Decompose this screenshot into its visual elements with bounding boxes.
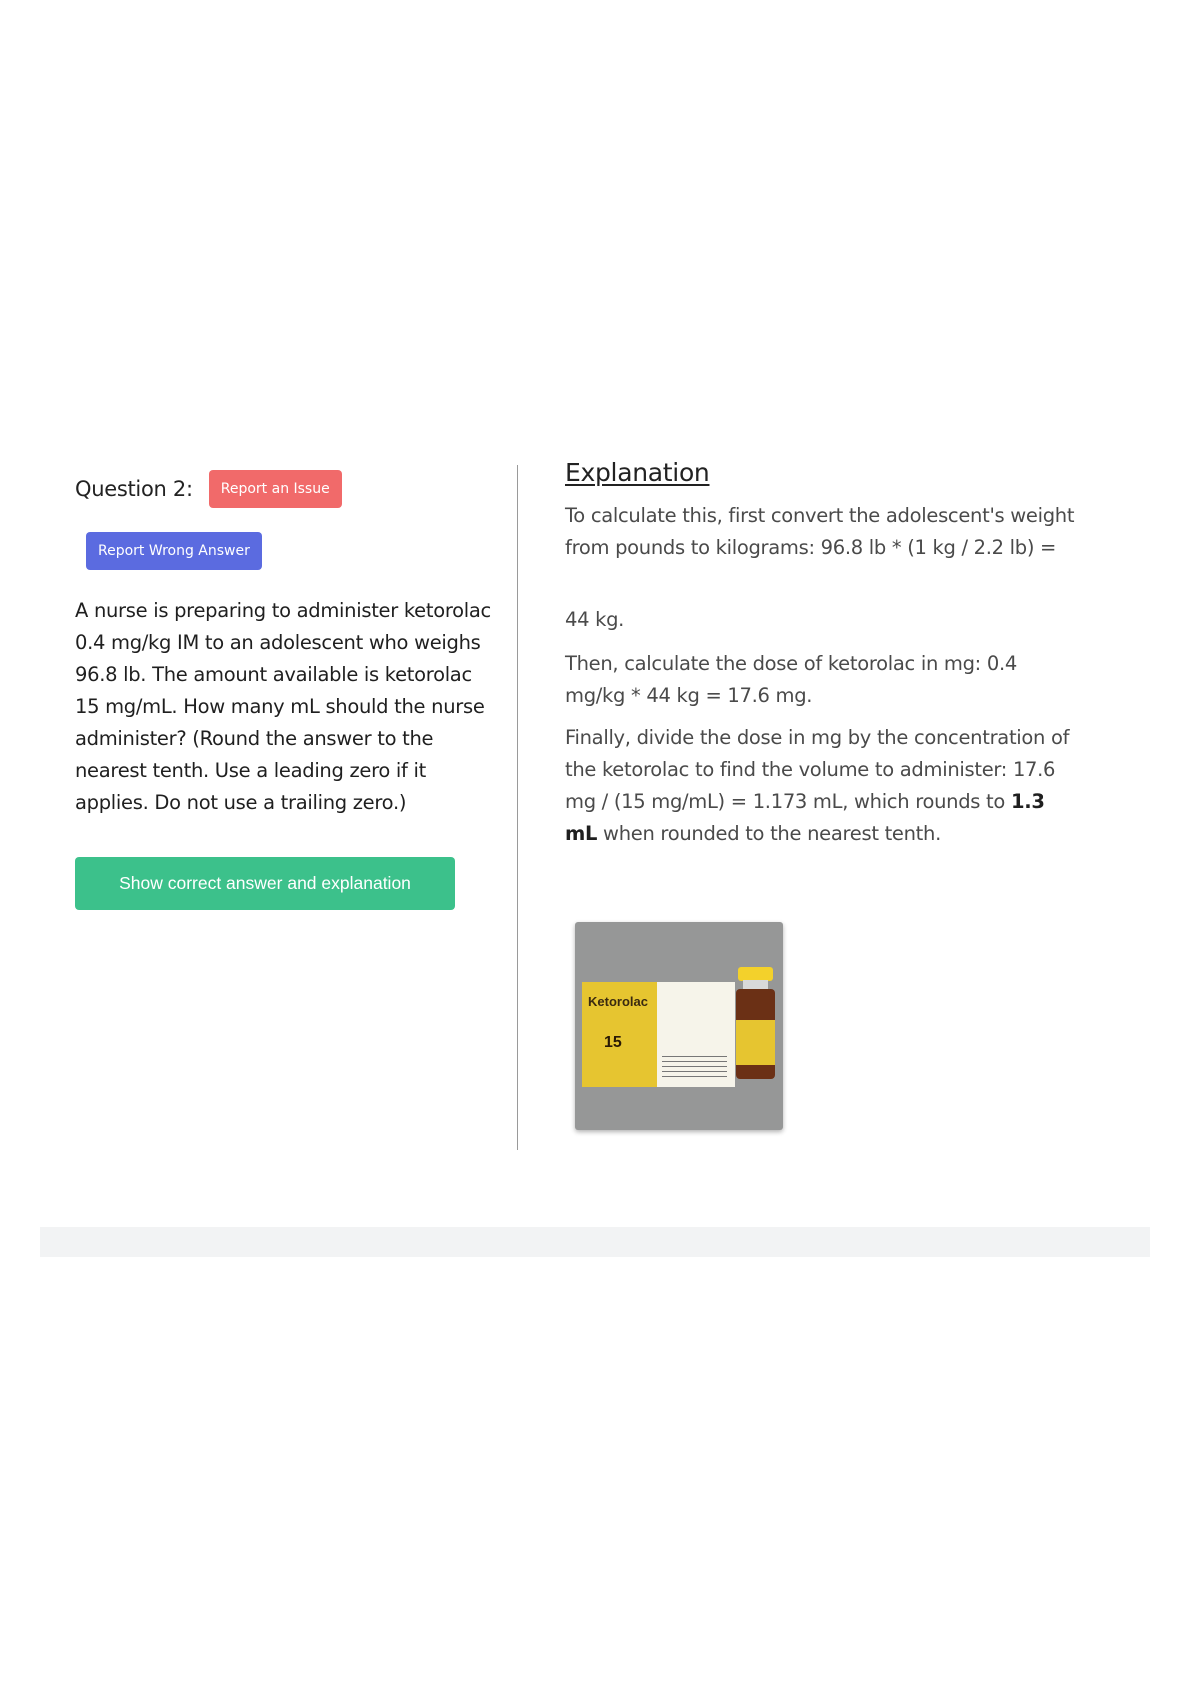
explanation-step-2: Then, calculate the dose of ketorolac in mg: 0.4 mg/kg * 44 kg = 17.6 mg.	[565, 652, 1017, 707]
vial-cap	[738, 967, 773, 981]
question-header	[75, 470, 342, 508]
column-divider	[517, 465, 518, 1150]
question-number: Question 2:	[75, 477, 193, 501]
vial-label	[736, 1020, 775, 1065]
footer-bar	[40, 1227, 1150, 1257]
show-answer-button[interactable]: Show correct answer and explanation	[75, 857, 455, 910]
explanation-step-1: To calculate this, first convert the adolescent's weight from pounds to kilograms: 96.8 lb * (1 kg / 2.2 lb) =	[565, 504, 1075, 559]
medication-box-fine-print	[662, 1052, 727, 1080]
report-issue-button[interactable]: Report an Issue	[209, 470, 342, 508]
ketorolac-product-image	[575, 922, 783, 1130]
question-card	[70, 460, 1090, 1160]
explanation-step-3-text: Finally, divide the dose in mg by the concentration of the ketorolac to find the volume to administer: 17.6 mg / (15 mg/mL) = 1.173 mL, which rounds to	[565, 726, 1070, 813]
explanation-step-3-tail: when rounded to the nearest tenth.	[597, 822, 941, 845]
medication-box-name: Ketorolac	[588, 994, 648, 1009]
medication-box	[582, 982, 735, 1087]
explanation-step-1-result: 44 kg.	[565, 608, 625, 631]
explanation-title: Explanation	[565, 458, 710, 487]
medication-box-strength: 15	[604, 1034, 622, 1051]
report-wrong-answer-button[interactable]: Report Wrong Answer	[86, 532, 262, 570]
explanation-step-3	[565, 722, 1075, 850]
question-text: A nurse is preparing to administer ketorolac 0.4 mg/kg IM to an adolescent who weighs 96.8 lb. The amount available is ketorolac 15 mg/mL. How many mL should the nurse administer? (Round the answer to the nearest tenth. Use a leading zero if it applies. Do not use a trailing zero.)	[75, 599, 491, 814]
final-answer: 1.3 mL	[565, 790, 1045, 845]
